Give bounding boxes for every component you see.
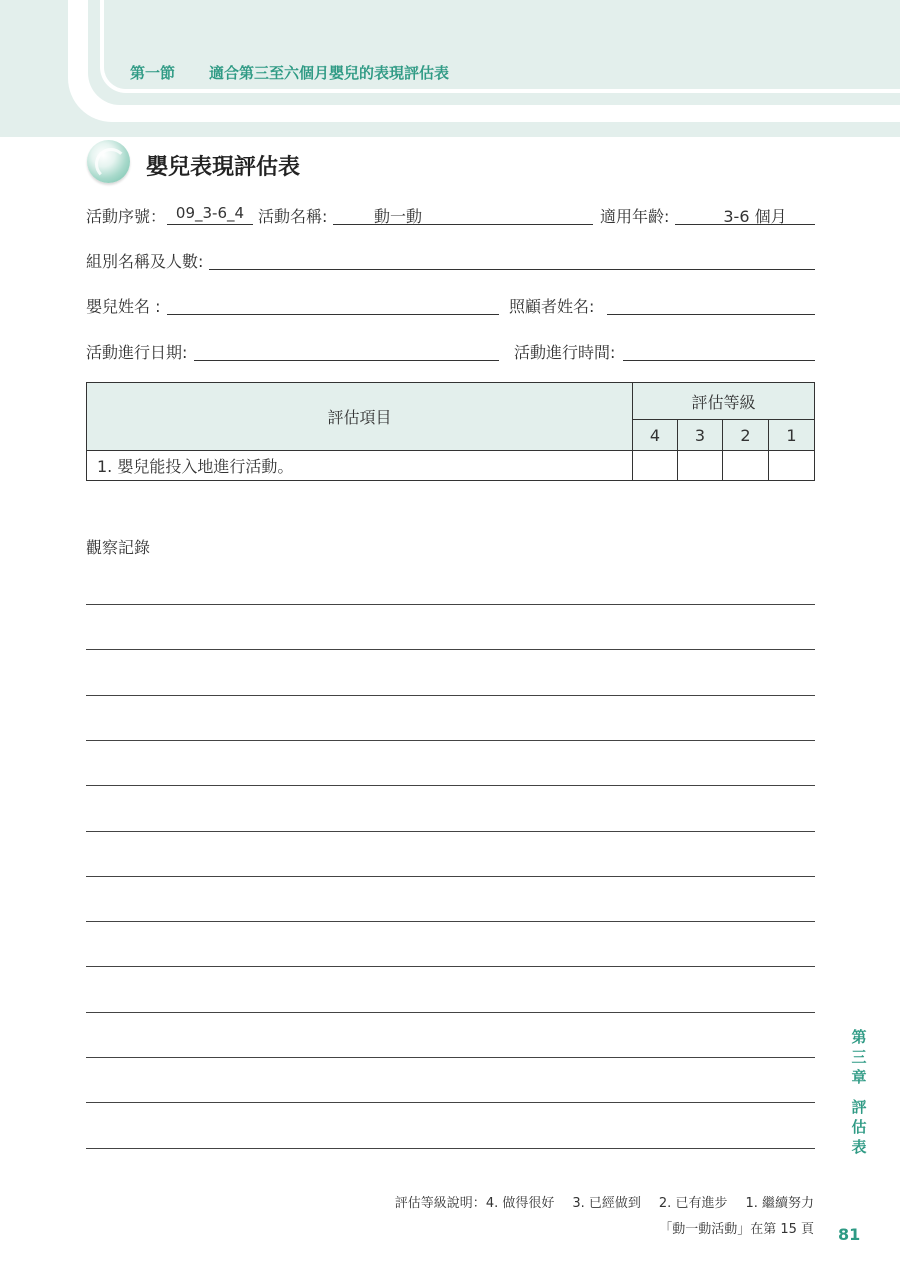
legend-item: 4. 做得很好 [485,1196,555,1211]
level-1-cell[interactable] [769,451,815,481]
legend-item: 2. 已有進步 [658,1196,728,1211]
serial-label: 活動序號： [86,207,167,226]
assessment-table [86,382,815,481]
activity-value: 動一動 [373,207,422,226]
header-section: 第一節 [130,64,176,82]
observation-line[interactable] [86,1148,815,1149]
observation-line[interactable] [86,740,815,741]
activity-reference: 「動一動活動」在第 15 頁 [659,1222,814,1237]
date-label: 活動進行日期: [86,343,188,362]
level-4-cell[interactable] [633,451,678,481]
form-title: 嬰兒表現評估表 [146,155,301,180]
activity-label: 活動名稱: [258,207,328,226]
item-header: 評估項目 [87,383,633,451]
level-2-cell[interactable] [723,451,769,481]
age-value: 3-6 個月 [723,207,787,226]
form-row-datetime [86,338,815,364]
observation-line[interactable] [86,1012,815,1013]
observation-line[interactable] [86,695,815,696]
side-tab-chapter [848,1027,870,1087]
observation-label: 觀察記錄 [86,538,151,557]
observation-line[interactable] [86,785,815,786]
age-field[interactable] [675,202,815,225]
bubble-icon [87,140,130,183]
legend-item: 1. 繼續努力 [745,1196,814,1211]
age-label: 適用年齡: [600,207,670,226]
infant-name-label: 嬰兒姓名 : [86,297,161,316]
header-section-title: 適合第三至六個月嬰兒的表現評估表 [209,64,450,82]
observation-line[interactable] [86,649,815,650]
side-char: 估 [851,1118,867,1136]
side-char: 表 [851,1138,867,1156]
side-char: 第 [851,1028,867,1046]
legend-item: 3. 已經做到 [572,1196,641,1211]
level-header: 評估等級 [633,383,815,420]
activity-field[interactable] [333,202,593,225]
side-char: 章 [851,1068,867,1086]
side-tab-section [848,1097,870,1157]
observation-line[interactable] [86,604,815,605]
infant-name-field[interactable] [167,292,499,315]
observation-line[interactable] [86,966,815,967]
header-title [130,62,449,83]
time-field[interactable] [623,338,815,361]
group-field[interactable] [209,247,815,270]
time-label: 活動進行時間: [514,343,616,362]
level-3-cell[interactable] [678,451,723,481]
observation-line[interactable] [86,876,815,877]
level-3-header: 3 [678,420,723,451]
carer-name-field[interactable] [607,292,815,315]
table-row [87,451,815,481]
page-number: 81 [838,1225,861,1244]
observation-line[interactable] [86,1057,815,1058]
form-row-names [86,292,815,318]
group-label: 組別名稱及人數: [86,252,204,271]
level-2-header: 2 [723,420,769,451]
observation-line[interactable] [86,1102,815,1103]
form-row-activity [86,202,815,228]
form-row-group [86,247,815,273]
side-char: 三 [851,1048,867,1066]
carer-name-label: 照顧者姓名: [509,297,595,316]
side-char: 評 [851,1098,867,1116]
rating-legend [395,1192,814,1211]
observation-line[interactable] [86,831,815,832]
legend-label: 評估等級說明： [394,1196,486,1211]
date-field[interactable] [194,338,499,361]
level-4-header: 4 [633,420,678,451]
level-1-header: 1 [769,420,815,451]
observation-line[interactable] [86,921,815,922]
serial-value: 09_3-6_4 [175,204,245,222]
assessment-item: 1. 嬰兒能投入地進行活動。 [87,451,633,481]
